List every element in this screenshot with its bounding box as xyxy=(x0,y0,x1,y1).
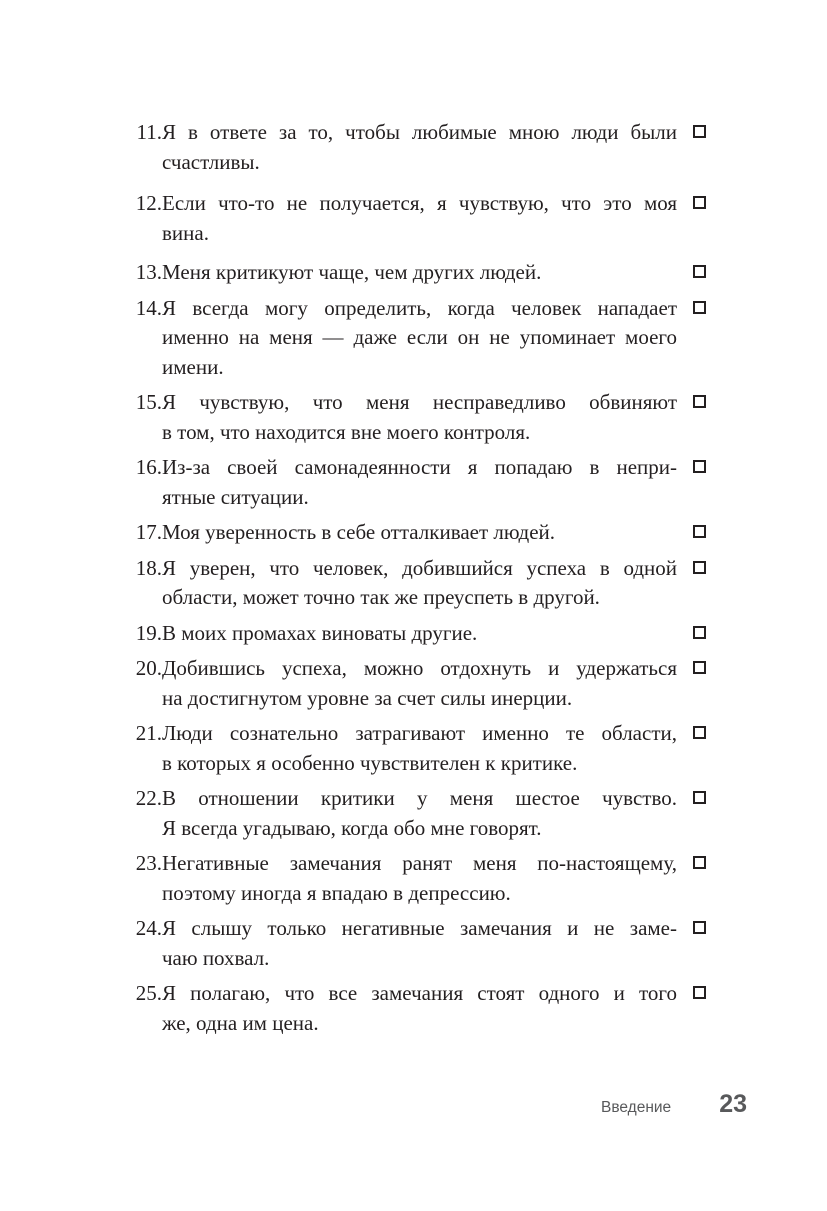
question-number: 13. xyxy=(135,260,162,284)
page-footer xyxy=(601,1090,747,1119)
question-number: 11. xyxy=(136,120,162,144)
question-number: 19. xyxy=(135,620,162,645)
question-text xyxy=(162,118,677,177)
question-item xyxy=(112,388,717,447)
answer-checkbox[interactable] xyxy=(693,460,706,473)
answer-checkbox[interactable] xyxy=(693,661,706,674)
question-number: 23. xyxy=(135,851,162,875)
question-item xyxy=(112,258,717,288)
question-text-line: В моих промахах виноваты другие. xyxy=(162,620,478,645)
question-text-line: вина. xyxy=(162,220,209,245)
question-number: 25. xyxy=(135,981,162,1005)
question-number: 17. xyxy=(135,520,162,544)
question-text-line: ятные ситуации. xyxy=(162,484,309,509)
question-item xyxy=(112,979,717,1038)
question-item xyxy=(112,784,717,843)
question-number: 15. xyxy=(135,390,162,414)
question-text-line: же, одна им цена. xyxy=(162,1010,319,1035)
question-number: 16. xyxy=(135,455,162,479)
question-text-line: Я уверен, что человек, добившийся успеха в одной xyxy=(162,555,677,580)
page-number: 23 xyxy=(719,1090,747,1118)
question-text xyxy=(162,654,677,713)
question-text xyxy=(162,294,677,383)
answer-checkbox[interactable] xyxy=(693,525,706,538)
question-text-line: именно на меня — даже если он не упоминает моего xyxy=(162,325,677,349)
question-item xyxy=(112,619,717,649)
question-text xyxy=(162,849,677,908)
section-name: Введение xyxy=(601,1099,672,1116)
question-number: 20. xyxy=(135,656,162,680)
question-item xyxy=(112,453,717,512)
question-text xyxy=(162,784,677,843)
question-text-line: В отношении критики у меня шестое чувство. xyxy=(162,786,677,810)
question-text-line: Я всегда угадываю, когда обо мне говорят. xyxy=(162,815,542,840)
question-text-line: Я чувствую, что меня несправедливо обвиняют xyxy=(162,390,677,414)
question-text xyxy=(162,719,677,778)
question-number: 22. xyxy=(135,786,162,810)
answer-checkbox[interactable] xyxy=(693,561,706,574)
question-text xyxy=(162,979,677,1038)
question-item xyxy=(112,914,717,973)
question-text-line: имени. xyxy=(162,354,224,379)
answer-checkbox[interactable] xyxy=(693,196,706,209)
question-text-line: Негативные замечания ранят меня по-настоящему, xyxy=(162,851,677,875)
question-item xyxy=(112,518,717,548)
question-text xyxy=(162,258,677,288)
answer-checkbox[interactable] xyxy=(693,395,706,408)
question-item xyxy=(112,654,717,713)
question-text-line: Я в ответе за то, чтобы любимые мною люди были xyxy=(162,120,677,144)
answer-checkbox[interactable] xyxy=(693,856,706,869)
answer-checkbox[interactable] xyxy=(693,626,706,639)
question-text xyxy=(162,388,677,447)
question-text-line: Я полагаю, что все замечания стоят одного и того xyxy=(162,981,677,1005)
question-text-line: Добившись успеха, можно отдохнуть и удержаться xyxy=(162,656,677,680)
question-item xyxy=(112,294,717,383)
answer-checkbox[interactable] xyxy=(693,125,706,138)
question-item xyxy=(112,719,717,778)
question-text xyxy=(162,914,677,973)
question-text-line: счастливы. xyxy=(162,149,260,174)
answer-checkbox[interactable] xyxy=(693,265,706,278)
answer-checkbox[interactable] xyxy=(693,726,706,739)
answer-checkbox[interactable] xyxy=(693,301,706,314)
question-number: 21. xyxy=(135,721,162,745)
question-text-line: Я слышу только негативные замечания и не заме- xyxy=(162,916,677,940)
question-text xyxy=(162,619,677,649)
question-item xyxy=(112,849,717,908)
question-item xyxy=(112,554,717,613)
question-text xyxy=(162,554,677,613)
question-number: 14. xyxy=(135,295,162,320)
question-text-line: на достигнутом уровне за счет силы инерции. xyxy=(162,685,573,710)
question-text-line: в которых я особенно чувствителен к критике. xyxy=(162,750,578,775)
question-text-line: Если что-то не получается, я чувствую, что это моя xyxy=(162,191,677,215)
question-number: 18. xyxy=(135,555,162,580)
answer-checkbox[interactable] xyxy=(693,921,706,934)
question-text-line: Люди сознательно затрагивают именно те области, xyxy=(162,721,677,745)
question-number: 12. xyxy=(135,191,162,215)
question-text-line: Из-за своей самонадеянности я попадаю в непри- xyxy=(162,455,677,479)
question-item xyxy=(112,118,717,177)
answer-checkbox[interactable] xyxy=(693,791,706,804)
question-text-line: Меня критикуют чаще, чем других людей. xyxy=(162,260,542,284)
question-list xyxy=(112,118,717,1038)
question-text-line: в том, что находится вне моего контроля. xyxy=(162,419,531,444)
question-text-line: чаю похвал. xyxy=(162,945,270,970)
question-item xyxy=(112,189,717,248)
question-text-line: поэтому иногда я впадаю в депрессию. xyxy=(162,880,511,905)
question-text-line: Моя уверенность в себе отталкивает людей. xyxy=(162,520,556,544)
question-text xyxy=(162,518,677,548)
question-text xyxy=(162,189,677,248)
answer-checkbox[interactable] xyxy=(693,986,706,999)
question-text xyxy=(162,453,677,512)
question-number: 24. xyxy=(135,916,162,940)
question-text-line: Я всегда могу определить, когда человек нападает xyxy=(162,295,677,320)
question-text-line: области, может точно так же преуспеть в другой. xyxy=(162,585,600,609)
